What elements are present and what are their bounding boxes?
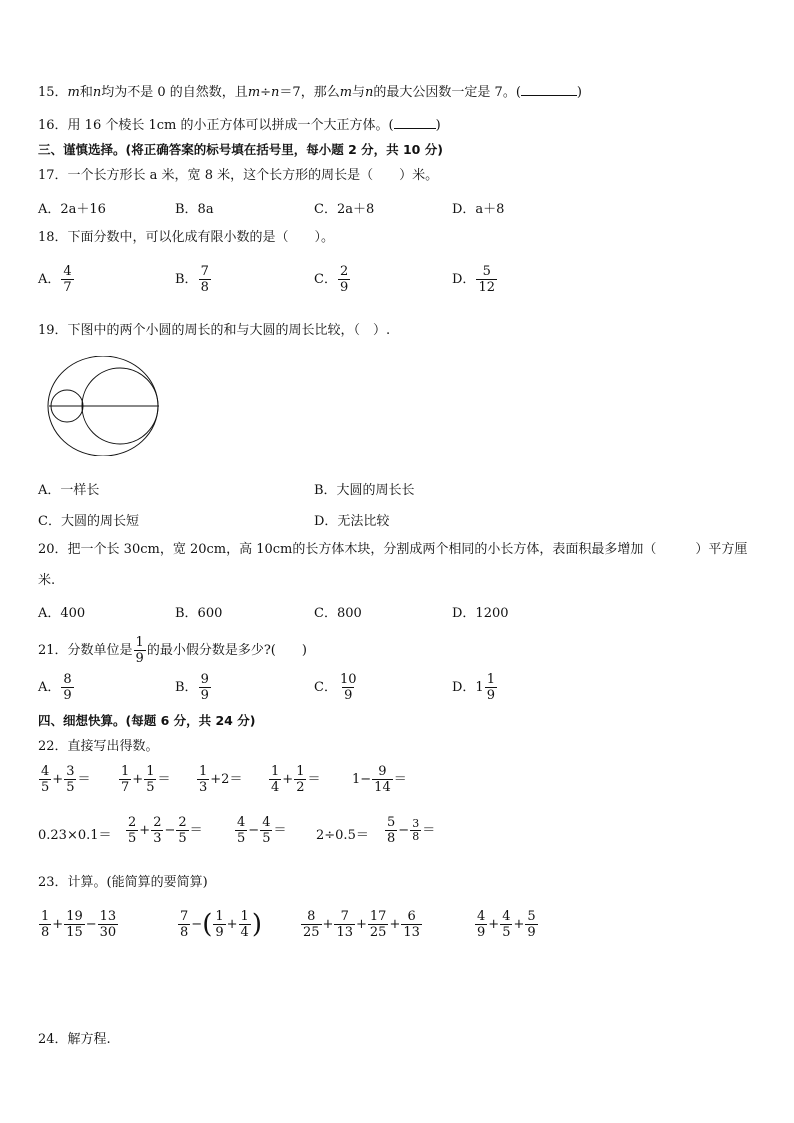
option-a[interactable] (38, 264, 75, 295)
fraction (401, 909, 422, 940)
expression: 0.23×0.1＝ (38, 828, 112, 843)
expression-text: A． (38, 680, 61, 695)
option-b[interactable]: B．8a (175, 202, 214, 217)
expression-text: ＝ (157, 772, 171, 787)
denominator: 13 (403, 925, 420, 940)
numerator: 4 (262, 815, 271, 830)
question-24: 24．解方程. (38, 1032, 111, 1047)
option-d[interactable] (452, 264, 498, 295)
denominator: 9 (486, 688, 495, 703)
fraction (98, 909, 119, 940)
numerator: 1 (271, 764, 280, 779)
denominator: 2 (296, 780, 305, 795)
answer-blank[interactable] (521, 83, 577, 96)
question-20: 20．把一个长 30cm，宽 20cm，高 10cm的长方体木块，分割成两个相同的小长方体，表面积最多增加（ ）平方厘 (38, 542, 748, 557)
fraction (372, 764, 393, 795)
denominator: 5 (128, 831, 137, 846)
denominator: 5 (66, 780, 75, 795)
option-a[interactable]: A．2a＋16 (38, 202, 106, 217)
fraction (235, 815, 247, 846)
denominator: 9 (339, 280, 349, 295)
expression (196, 764, 242, 795)
question-20-cont: 米. (38, 573, 56, 588)
denominator: 15 (66, 925, 83, 940)
expression: $\frac{7}{8}$ −( $\frac{1}{9}$ + $\frac{1}{4}$ ) (180, 909, 262, 940)
expression (38, 764, 90, 795)
fraction (213, 909, 225, 940)
fraction (199, 264, 211, 295)
fraction (500, 909, 512, 940)
denominator: 5 (237, 831, 246, 846)
denominator: 8 (41, 925, 50, 940)
circles-figure (44, 356, 162, 456)
section-3-heading: 三、谨慎选择。(将正确答案的标号填在括号里，每小题 2 分，共 10 分) (38, 142, 443, 157)
denominator: 9 (477, 925, 486, 940)
numerator: 5 (387, 815, 396, 830)
question-18: 18．下面分数中，可以化成有限小数的是（ ）。 (38, 230, 335, 245)
numerator: 9 (200, 672, 209, 687)
option-a[interactable]: A．一样长 (38, 483, 100, 498)
numerator: 3 (66, 764, 75, 779)
option-b[interactable] (175, 672, 212, 703)
denominator: 8 (180, 925, 189, 940)
option-b[interactable]: B．大圆的周长长 (314, 483, 415, 498)
numerator: 1 (486, 672, 495, 687)
denominator: 5 (262, 831, 271, 846)
question-21: 21．分数单位是 $\frac{1}{9}$ 的最小假分数是多少?( ) (38, 635, 307, 666)
question-23: 23．计算。(能简算的要简算) (38, 875, 208, 890)
numerator: 5 (482, 264, 491, 279)
fraction (385, 815, 397, 846)
fraction (475, 909, 487, 940)
fraction (144, 764, 156, 795)
expression-text: + (132, 772, 144, 787)
expression-text: D． (452, 272, 476, 287)
section-4-heading: 四、细想快算。(每题 6 分，共 24 分) (38, 713, 256, 728)
answer-blank[interactable] (394, 116, 436, 129)
numerator: 7 (180, 909, 189, 924)
option-c[interactable]: C．800 (314, 606, 362, 621)
option-d[interactable]: D．1200 (452, 606, 509, 621)
expression-text: ) (251, 909, 262, 940)
expression-text: ＝ (189, 823, 203, 838)
numerator: 5 (527, 909, 536, 924)
denominator: 30 (99, 925, 117, 940)
fraction (485, 672, 497, 703)
fraction (151, 815, 163, 846)
denominator: 3 (153, 831, 162, 846)
fraction (476, 264, 497, 295)
question-22: 22．直接写出得数。 (38, 739, 159, 754)
expression-text: +2＝ (210, 772, 243, 787)
denominator: 7 (63, 280, 72, 295)
denominator: 9 (527, 925, 536, 940)
numerator: 2 (339, 264, 349, 279)
numerator: 2 (178, 815, 187, 830)
numerator: 9 (378, 764, 387, 779)
expression-text: B． (175, 272, 198, 287)
fraction (39, 764, 51, 795)
denominator: 5 (178, 831, 187, 846)
fraction (294, 764, 306, 795)
option-c[interactable] (314, 264, 351, 295)
numerator: 3 (412, 817, 420, 830)
expression: $\frac{4}{5}$ − $\frac{4}{5}$ ＝ (237, 815, 287, 846)
expression-text: ＝ (273, 823, 287, 838)
fraction (178, 909, 190, 940)
expression: $\frac{1}{8}$ + $\frac{19}{15}$ − $\frac{13}{30}$ (41, 909, 117, 940)
denominator: 25 (369, 925, 387, 940)
expression: $\frac{8}{25}$ + $\frac{7}{13}$ + $\frac{17}{25}$ + $\frac{6}{13}$ (303, 909, 420, 940)
question-19: 19．下图中的两个小圆的周长的和与大圆的周长比较，（ ）. (38, 323, 391, 338)
numerator: 1 (240, 909, 249, 924)
fraction (199, 672, 211, 703)
expression-text: A． (38, 272, 61, 287)
numerator: 1 (215, 909, 224, 924)
numerator: 2 (128, 815, 137, 830)
denominator: 4 (240, 925, 249, 940)
option-d[interactable]: D．无法比较 (314, 514, 390, 529)
numerator: 7 (200, 264, 209, 279)
fraction (126, 815, 138, 846)
expression (268, 764, 320, 795)
denominator: 9 (215, 925, 224, 940)
fraction (64, 764, 76, 795)
fraction (39, 909, 51, 940)
fraction (525, 909, 537, 940)
denominator: 8 (200, 280, 209, 295)
option-c[interactable] (314, 672, 360, 703)
denominator: 8 (412, 830, 420, 843)
denominator: 14 (374, 780, 391, 795)
numerator: 17 (369, 909, 387, 924)
expression-text: + (52, 772, 64, 787)
numerator: 1 (296, 764, 305, 779)
denominator: 25 (303, 925, 320, 940)
fraction (197, 764, 209, 795)
option-d[interactable]: D．a＋8 (452, 202, 505, 217)
denominator: 9 (135, 651, 144, 666)
numerator: 13 (99, 909, 117, 924)
expression (352, 764, 407, 795)
fraction (134, 635, 146, 666)
fraction (410, 818, 421, 843)
denominator: 12 (478, 280, 495, 295)
option-d[interactable] (452, 672, 498, 703)
denominator: 13 (336, 925, 353, 940)
fraction (64, 909, 85, 940)
expression-text: + (282, 772, 294, 787)
fraction (61, 264, 73, 295)
numerator: 1 (41, 909, 50, 924)
expression-text: ＝ (422, 823, 436, 838)
denominator: 9 (200, 688, 209, 703)
denominator: 9 (63, 688, 72, 703)
numerator: 4 (237, 815, 246, 830)
expression-text: B． (175, 680, 198, 695)
expression-text: C． (314, 680, 337, 695)
numerator: 2 (153, 815, 162, 830)
question-17: 17．一个长方形长 a 米，宽 8 米，这个长方形的周长是（ ）米。 (38, 168, 439, 183)
denominator: 3 (199, 780, 208, 795)
expression-text: C． (314, 272, 337, 287)
numerator: 7 (340, 909, 349, 924)
denominator: 9 (344, 688, 353, 703)
fraction (368, 909, 389, 940)
numerator: 10 (339, 672, 357, 687)
expression: $\frac{4}{9}$ + $\frac{4}{5}$ + $\frac{5}{9}$ (477, 909, 536, 940)
numerator: 1 (135, 635, 144, 650)
denominator: 5 (502, 925, 511, 940)
expression-text: ＝ (307, 772, 321, 787)
numerator: 8 (63, 672, 72, 687)
numerator: 1 (146, 764, 155, 779)
fraction (119, 764, 131, 795)
option-a[interactable] (38, 672, 75, 703)
fraction (239, 909, 251, 940)
expression-text: 1− (352, 772, 372, 787)
fraction (61, 672, 73, 703)
option-b[interactable] (175, 264, 212, 295)
numerator: 4 (41, 764, 50, 779)
denominator: 8 (387, 831, 396, 846)
fraction (301, 909, 322, 940)
option-a[interactable]: A．400 (38, 606, 86, 621)
fraction (334, 909, 355, 940)
fraction (338, 672, 359, 703)
expression-text: D．1 (452, 680, 484, 695)
question-16: 16．用 16 个棱长 1cm 的小正方体可以拼成一个大正方体。( ) (38, 118, 441, 133)
numerator: 4 (502, 909, 511, 924)
option-c[interactable]: C．2a＋8 (314, 202, 375, 217)
denominator: 4 (271, 780, 280, 795)
fraction (269, 764, 281, 795)
expression: $\frac{5}{8}$ − $\frac{3}{8}$ ＝ (387, 815, 436, 846)
expression: 2÷0.5＝ (316, 828, 369, 843)
numerator: 19 (66, 909, 83, 924)
numerator: 6 (407, 909, 416, 924)
denominator: 7 (121, 780, 130, 795)
fraction (338, 264, 350, 295)
fraction (176, 815, 188, 846)
numerator: 4 (477, 909, 486, 924)
numerator: 4 (63, 264, 72, 279)
numerator: 1 (121, 764, 130, 779)
expression (118, 764, 170, 795)
option-b[interactable]: B．600 (175, 606, 223, 621)
fraction (260, 815, 272, 846)
expression-text: ＝ (77, 772, 91, 787)
expression-text: ( (202, 909, 213, 940)
question-15: 15．m和n均为不是 0 的自然数，且m÷n＝7，那么m与n的最大公因数一定是 7。( ) (38, 85, 582, 100)
expression: $\frac{2}{5}$ + $\frac{2}{3}$ − $\frac{2}{5}$ ＝ (128, 815, 203, 846)
numerator: 8 (307, 909, 316, 924)
expression-text: ＝ (393, 772, 407, 787)
denominator: 5 (41, 780, 50, 795)
denominator: 5 (146, 780, 155, 795)
numerator: 1 (199, 764, 208, 779)
option-c[interactable]: C．大圆的周长短 (38, 514, 139, 529)
